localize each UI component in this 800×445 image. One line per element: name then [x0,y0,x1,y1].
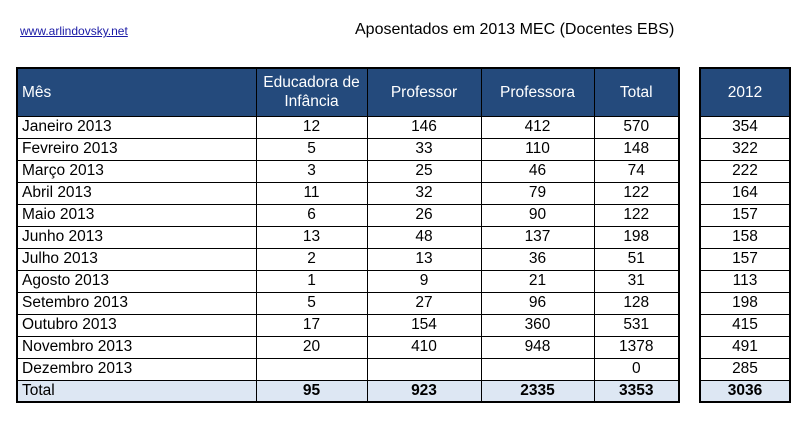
table-row [700,292,790,314]
total-cell: 1378 [594,336,679,358]
total-cell: 128 [594,292,679,314]
educadora-cell: 12 [256,116,367,138]
table-row [700,116,790,138]
table-row [700,204,790,226]
total-label: Total [17,380,256,402]
professora-cell: 36 [481,248,594,270]
value-2012-cell: 198 [700,292,790,314]
professora-cell: 96 [481,292,594,314]
total-cell: 198 [594,226,679,248]
table-row [700,270,790,292]
educadora-cell: 5 [256,292,367,314]
table-row [17,292,679,314]
value-2012-cell: 113 [700,270,790,292]
value-2012-cell: 354 [700,116,790,138]
column-header-2012: 2012 [700,68,790,116]
total-row [700,380,790,402]
column-header-month: Mês [17,68,256,116]
value-2012-cell: 157 [700,248,790,270]
professor-cell: 33 [367,138,481,160]
table-row [700,226,790,248]
total-cell: 51 [594,248,679,270]
value-2012-cell: 322 [700,138,790,160]
professor-cell [367,358,481,380]
professor-cell: 154 [367,314,481,336]
professor-cell: 27 [367,292,481,314]
value-2012-cell: 222 [700,160,790,182]
professora-cell: 137 [481,226,594,248]
professor-cell: 13 [367,248,481,270]
professora-cell: 360 [481,314,594,336]
column-header-professora: Professora [481,68,594,116]
educadora-cell: 13 [256,226,367,248]
professor-cell: 9 [367,270,481,292]
total-cell: 0 [594,358,679,380]
site-link[interactable]: www.arlindovsky.net [20,24,128,38]
table-row [17,248,679,270]
total-cell: 122 [594,204,679,226]
month-cell: Setembro 2013 [17,292,256,314]
educadora-cell: 20 [256,336,367,358]
month-cell: Julho 2013 [17,248,256,270]
professora-cell: 21 [481,270,594,292]
value-2012-cell: 285 [700,358,790,380]
table-row [17,116,679,138]
total-cell: 570 [594,116,679,138]
total-2012: 3036 [700,380,790,402]
table-row [700,248,790,270]
total-professor: 923 [367,380,481,402]
retirees-2012-table [699,67,791,403]
total-cell: 74 [594,160,679,182]
educadora-cell: 11 [256,182,367,204]
table-row [17,138,679,160]
table-row [17,358,679,380]
professora-cell [481,358,594,380]
professor-cell: 32 [367,182,481,204]
table-row [17,314,679,336]
educadora-cell: 2 [256,248,367,270]
month-cell: Janeiro 2013 [17,116,256,138]
value-2012-cell: 158 [700,226,790,248]
month-cell: Maio 2013 [17,204,256,226]
professor-cell: 410 [367,336,481,358]
professor-cell: 48 [367,226,481,248]
professora-cell: 79 [481,182,594,204]
total-educadora: 95 [256,380,367,402]
month-cell: Novembro 2013 [17,336,256,358]
table-row [700,336,790,358]
professora-cell: 412 [481,116,594,138]
total-row [17,380,679,402]
table-row [700,314,790,336]
table-row [700,358,790,380]
value-2012-cell: 415 [700,314,790,336]
educadora-cell: 1 [256,270,367,292]
table-row [17,160,679,182]
professora-cell: 90 [481,204,594,226]
table-row [700,182,790,204]
professora-cell: 46 [481,160,594,182]
professora-cell: 948 [481,336,594,358]
month-cell: Abril 2013 [17,182,256,204]
month-cell: Março 2013 [17,160,256,182]
total-cell: 148 [594,138,679,160]
table-row [17,270,679,292]
value-2012-cell: 491 [700,336,790,358]
professora-cell: 110 [481,138,594,160]
column-header-educadora: Educadora de Infância [256,68,367,116]
month-cell: Dezembro 2013 [17,358,256,380]
educadora-cell: 3 [256,160,367,182]
educadora-cell [256,358,367,380]
value-2012-cell: 164 [700,182,790,204]
professor-cell: 25 [367,160,481,182]
table-row [17,204,679,226]
month-cell: Outubro 2013 [17,314,256,336]
table-header-row [17,68,679,116]
total-cell: 531 [594,314,679,336]
table-row [17,182,679,204]
professor-cell: 146 [367,116,481,138]
page-title: Aposentados em 2013 MEC (Docentes EBS) [355,21,675,38]
table-row [700,138,790,160]
table-row [17,336,679,358]
month-cell: Fevreiro 2013 [17,138,256,160]
value-2012-cell: 157 [700,204,790,226]
total-cell: 122 [594,182,679,204]
retirees-2013-table [16,67,680,403]
month-cell: Junho 2013 [17,226,256,248]
table-row [17,226,679,248]
month-cell: Agosto 2013 [17,270,256,292]
total-cell: 31 [594,270,679,292]
column-header-total: Total [594,68,679,116]
column-header-professor: Professor [367,68,481,116]
professor-cell: 26 [367,204,481,226]
total-grand: 3353 [594,380,679,402]
educadora-cell: 17 [256,314,367,336]
table-row [700,160,790,182]
side-header-row [700,68,790,116]
total-professora: 2335 [481,380,594,402]
educadora-cell: 5 [256,138,367,160]
educadora-cell: 6 [256,204,367,226]
